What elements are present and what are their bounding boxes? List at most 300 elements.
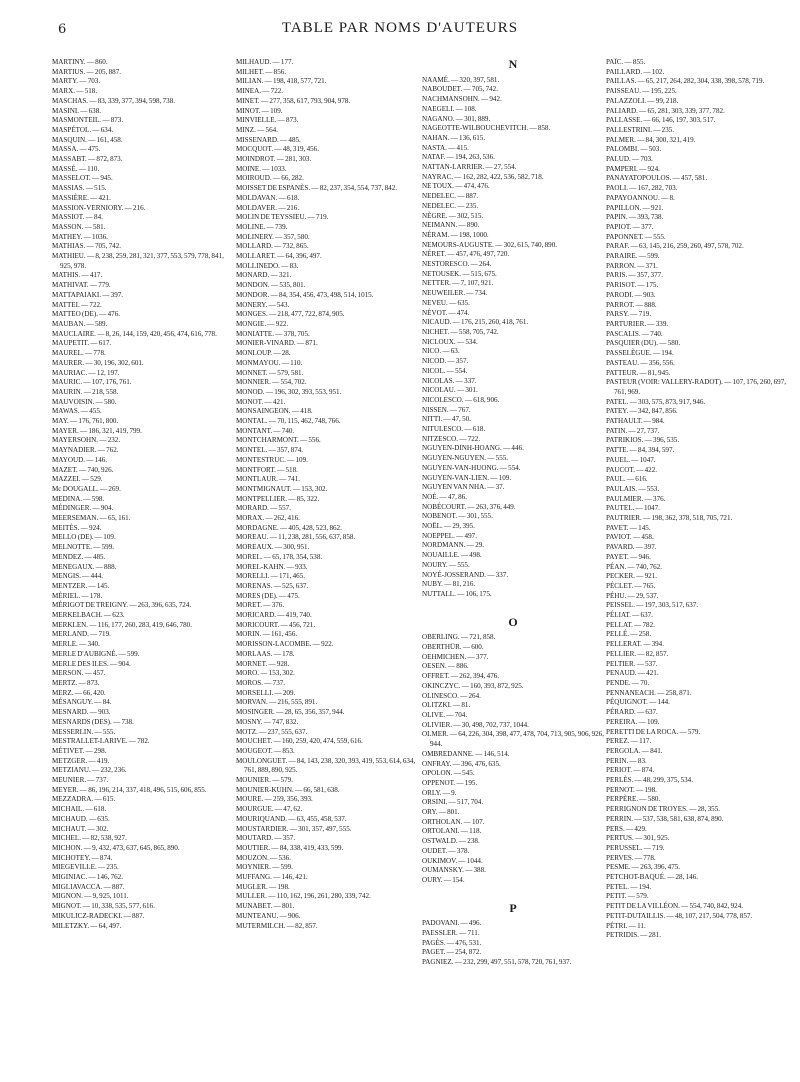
index-entry: MONLOUP. — 28. — [236, 349, 291, 358]
index-entry: NATTAN-LARRIER. — 27, 554. — [422, 163, 517, 172]
index-entry: MONDOR. — 84, 354, 456, 473, 498, 514, 1015. — [236, 290, 374, 299]
index-entry: MAUCLAIRE. — 8, 26, 144, 159, 420, 456, 474, 616, 778. — [52, 329, 217, 338]
index-entry: PATIN. — 27, 737. — [606, 426, 660, 435]
index-entry: PATHAULT. — 984. — [606, 417, 665, 426]
index-entry: MEDINA. — 598. — [52, 494, 105, 503]
index-entry: PATRIKIOS. — 396, 535. — [606, 436, 680, 445]
index-entry: MORELLI. — 171, 465. — [236, 572, 306, 581]
index-entry: NAGEOTTE-WILBOUCHEVITCH. — 858. — [422, 124, 551, 133]
index-entry: PERGOLA. — 841. — [606, 746, 663, 755]
index-entry: MOINE. — 1033. — [236, 164, 287, 173]
index-entry: MONTESTRUC. — 109. — [236, 455, 308, 464]
index-entry: ORLY. — 9. — [422, 788, 457, 797]
index-entry: MASSON. — 581. — [52, 222, 106, 231]
index-entry: MOYNIER. — 599. — [236, 863, 293, 872]
index-entry: Mc DOUGALL. — 269. — [52, 484, 121, 493]
index-column-1 — [52, 58, 234, 931]
index-entry: OUDET. — 378. — [422, 846, 470, 855]
index-entry: NOYÉ-JOSSERAND. — 337. — [422, 570, 509, 579]
index-entry: PERPÈRE. — 580. — [606, 795, 661, 804]
index-entry: NEDELEC. — 235. — [422, 201, 479, 210]
page-header — [0, 0, 800, 40]
index-entry: MORVAN. — 216, 555, 891. — [236, 698, 318, 707]
index-entry: PÉQUIGNOT. — 144. — [606, 698, 670, 707]
index-entry: OPPENOT. — 195. — [422, 778, 478, 787]
index-entry: OPOLON. — 545. — [422, 769, 475, 778]
index-entry: PETEL. — 194. — [606, 882, 652, 891]
index-entry: MIGNON. — 9, 925, 1011. — [52, 892, 129, 901]
index-entry: PAUL. — 616. — [606, 475, 648, 484]
index-entry: NAAMÉ. — 320, 397, 581. — [422, 75, 500, 84]
index-entry: MENGIS. — 444. — [52, 572, 104, 581]
index-entry: NGUYEN-DINH-HOANG. — 446. — [422, 444, 524, 453]
index-entry: PAUEL. — 1047. — [606, 455, 656, 464]
index-entry: PETIT-DUTAILLIS. — 48, 107, 217, 504, 778, 857. — [606, 911, 753, 920]
index-entry: PAILLARD. — 102. — [606, 67, 665, 76]
index-entry: MOREAUX. — 300, 951. — [236, 543, 310, 552]
index-entry: MOISSET DE ESPANÈS. — 82, 237, 354, 554, 737, 842. — [236, 184, 398, 193]
index-entry: PATEL. — 303, 575, 873, 917, 946. — [606, 397, 706, 406]
index-entry: MERLE D'AUBIGNÉ. — 599. — [52, 649, 140, 658]
index-entry: PARTURIER. — 339. — [606, 319, 669, 328]
index-entry: MERLE. — 340. — [52, 640, 100, 649]
index-entry: MAURIN. — 218, 558. — [52, 387, 119, 396]
index-entry: NICAUD. — 176, 215, 260, 418, 761. — [422, 318, 529, 327]
index-entry: PARROT. — 888. — [606, 300, 657, 309]
index-entry: MOLLARD. — 732, 865. — [236, 242, 309, 251]
index-entry: MONOT. — 421. — [236, 397, 286, 406]
index-entry: OKINCZYC. — 160, 393, 872, 925. — [422, 681, 524, 690]
index-entry: MARTY. — 703. — [52, 77, 101, 86]
index-entry: MICHON. — 9, 432, 473, 637, 645, 865, 890. — [52, 843, 180, 852]
index-entry: MAZZEI. — 529. — [52, 475, 103, 484]
index-entry: MORICOURT. — 456, 721. — [236, 620, 316, 629]
index-entry: MONIER-VINARD. — 871. — [236, 339, 318, 348]
index-entry: MONDON. — 535, 801. — [236, 281, 306, 290]
index-entry: NOURY. — 555. — [422, 560, 470, 569]
index-entry: PAMPERI. — 924. — [606, 164, 660, 173]
index-entry: MINOT. — 109. — [236, 106, 283, 115]
index-entry: MUFFANG. — 146, 421. — [236, 873, 308, 882]
index-entry: NICO. — 63. — [422, 347, 460, 356]
index-entry: MERSON. — 457. — [52, 669, 106, 678]
index-entry: NAGANO. — 301, 889. — [422, 114, 491, 123]
index-entry: MEITÈS. — 924. — [52, 523, 102, 532]
index-entry: MOURGUE. — 47, 62. — [236, 805, 303, 814]
index-entry: PETIT DE LA VILLÉON. — 554, 740, 842, 924. — [606, 902, 744, 911]
index-entry: MARTIUS. — 205, 887. — [52, 67, 122, 76]
index-entry: PATTEUR. — 81, 945. — [606, 368, 671, 377]
index-entry: PAUCOT. — 422. — [606, 465, 658, 474]
index-entry: MINET. — 277, 358, 617, 793, 904, 978. — [236, 96, 351, 105]
index-entry: MORICARD. — 419, 740. — [236, 611, 312, 620]
index-entry: OEHMICHEN. — 377. — [422, 652, 489, 661]
index-column-2 — [236, 58, 418, 931]
index-entry: MOSNY. — 747, 832. — [236, 717, 299, 726]
index-entry: MORLAAS. — 178. — [236, 649, 295, 658]
index-entry: PAVARD. — 397. — [606, 543, 657, 552]
index-entry: NITTI. — 47, 50. — [422, 415, 471, 424]
index-entry: ORTOLANI. — 118. — [422, 827, 482, 836]
index-entry: MORAX. — 262, 416. — [236, 514, 300, 523]
index-entry: PASTEAU. — 356, 556. — [606, 358, 675, 367]
index-entry: MOINDROT. — 281, 303. — [236, 155, 312, 164]
index-entry: NOBÉCOURT. — 263, 376, 449. — [422, 502, 516, 511]
index-entry: PETIT. — 579. — [606, 892, 649, 901]
index-entry: MORISSON-LACOMBE. — 922. — [236, 640, 334, 649]
index-entry: MONNET. — 579, 581. — [236, 368, 304, 377]
index-entry: NOËL. — 29, 395. — [422, 522, 475, 531]
index-entry: MAURIC. — 107, 176, 761. — [52, 378, 132, 387]
index-entry: MOLLINEDO. — 83. — [236, 261, 299, 270]
index-entry: PERETTI DE LA ROCA. — 579. — [606, 727, 701, 736]
index-entry: MOUZON. — 536. — [236, 853, 291, 862]
index-entry: MESNARD. — 903. — [52, 708, 111, 717]
page-title: TABLE PAR NOMS D'AUTEURS — [281, 20, 519, 36]
index-entry: PAULMIER. — 376. — [606, 494, 666, 503]
index-entry: MAURER. — 30, 196, 302, 601. — [52, 358, 144, 367]
index-entry: MERTZ. — 873. — [52, 679, 100, 687]
index-entry: PENAUD. — 421. — [606, 669, 659, 678]
index-entry: MOCQUOT. — 48, 319, 456. — [236, 145, 319, 154]
index-entry: MASINI. — 638. — [52, 106, 102, 115]
index-entry: NOBENOT. — 301, 555. — [422, 512, 493, 521]
index-entry: PÉCLET. — 765. — [606, 581, 656, 590]
index-entry: MOLINE. — 739. — [236, 222, 288, 231]
index-entry: MATHIVAT. — 779. — [52, 281, 111, 290]
index-entry: MORNET. — 928. — [236, 659, 290, 668]
index-entry: MOUSTARDIER. — 301, 357, 497, 555. — [236, 824, 352, 833]
index-entry: MOUTARD. — 357. — [236, 834, 296, 843]
index-entry: MAUBAN. — 589. — [52, 319, 108, 328]
index-entry: PALIARD. — 65, 281, 303, 339, 377, 782. — [606, 106, 725, 115]
index-entry: MÉRIGOT DE TREIGNY. — 263, 396, 635, 724. — [52, 601, 192, 610]
index-entry: MERKELBACH. — 623. — [52, 611, 125, 620]
index-entry: NE TOUX. — 474, 476. — [422, 182, 490, 191]
index-entry: MERZ. — 66, 420. — [52, 688, 106, 697]
index-entry: PALMER. — 84, 300, 321, 419. — [606, 135, 696, 144]
index-entry: MONTMIGNAUT. — 153, 302. — [236, 484, 328, 493]
index-entry: MIEGEVILLE. — 235. — [52, 863, 119, 872]
index-entry: MATHIEU. — 8, 238, 259, 281, 321, 377, 553, 579, 778, 841, 925, 978. — [52, 252, 224, 270]
index-entry: MEERSEMAN. — 65, 161. — [52, 514, 131, 523]
index-entry: PAGNIEZ. — 232, 299, 497, 551, 578, 720, 761, 937. — [422, 958, 572, 967]
index-entry: MARX. — 518. — [52, 87, 98, 96]
index-entry: NÉRET. — 457, 476, 497, 720. — [422, 250, 510, 259]
index-entry: PELLAT. — 782. — [606, 620, 655, 629]
index-entry: NÈGRE. — 302, 515. — [422, 211, 484, 220]
index-entry: PERIN. — 83. — [606, 756, 647, 765]
index-entry: MAUVOISIN. — 580. — [52, 397, 117, 406]
index-entry: MICHAUT. — 302. — [52, 824, 109, 833]
index-entry: OBERLING. — 721, 858. — [422, 633, 496, 642]
index-entry: PAPIOT. — 377. — [606, 222, 654, 231]
index-entry: MELLO (DE). — 109. — [52, 533, 116, 542]
index-entry: PÉAN. — 740, 762. — [606, 562, 663, 571]
index-entry: MAYNADIER. — 762. — [52, 446, 119, 455]
index-entry: MORO. — 153, 302. — [236, 669, 295, 678]
index-entry: MORES (DE). — 475. — [236, 591, 300, 600]
index-entry: NGUYEN-NGUYEN. — 555. — [422, 454, 509, 463]
index-entry: MOIROUD. — 66, 282. — [236, 174, 304, 183]
index-entry: PEREZ. — 117. — [606, 737, 652, 746]
index-entry: NEDELEC. — 887. — [422, 192, 479, 201]
index-entry: MOUNIER-KUHN. — 66, 581, 638. — [236, 785, 340, 794]
index-entry: PETCHOT-BAQUÉ. — 28, 146. — [606, 873, 699, 882]
index-entry: PARAF. — 63, 145, 216, 259, 260, 497, 578, 702. — [606, 242, 744, 251]
index-entry: PERLÈS. — 48, 299, 375, 534. — [606, 776, 693, 785]
index-entry: MASPÉTOL. — 634. — [52, 125, 114, 134]
index-entry: PANAYATOPOULOS. — 457, 581. — [606, 174, 708, 183]
index-entry: PELLIER. — 82, 857. — [606, 649, 669, 658]
index-entry: PEISSEL. — 197, 303, 517, 637. — [606, 601, 699, 610]
index-entry: MOLLARET. — 64, 396, 497. — [236, 252, 322, 261]
index-entry: OLITZKI. — 81. — [422, 701, 471, 710]
index-entry: ORTHOLAN. — 107. — [422, 817, 485, 826]
index-entry: MAY. — 176, 761, 800. — [52, 417, 119, 426]
index-entry: NICLOUX. — 534. — [422, 337, 478, 346]
index-entry: PENNANEACH. — 258, 871. — [606, 688, 692, 697]
index-entry: PAÏC. — 855. — [606, 58, 646, 66]
index-entry: MOUGEOT. — 853. — [236, 746, 295, 755]
index-entry: NEVEU. — 635. — [422, 298, 470, 307]
index-entry: MESSERLIN. — 555. — [52, 727, 116, 736]
index-entry: MILHET. — 856. — [236, 67, 287, 76]
index-entry: PARRON. — 371. — [606, 261, 658, 270]
index-entry: MASCHAS. — 83, 339, 377, 394, 598, 738. — [52, 96, 176, 105]
section-gap — [422, 886, 604, 902]
index-entry: PÉHU. — 29, 537. — [606, 591, 659, 600]
index-entry: NOÉ. — 47, 86. — [422, 492, 468, 501]
index-entry: PATTE. — 84, 394, 597. — [606, 446, 675, 455]
index-entry: MARTINY. — 860. — [52, 58, 108, 66]
index-entry: METZGER. — 419. — [52, 756, 110, 765]
index-entry: MAYER. — 186, 321, 419, 799. — [52, 426, 142, 435]
index-entry: MONTPELLIER. — 85, 322. — [236, 494, 320, 503]
index-entry: PAILLAS. — 65, 217, 264, 282, 304, 338, 398, 578, 719. — [606, 77, 765, 86]
index-entry: OUMANSKY. — 388. — [422, 866, 486, 875]
index-entry: MEZZADRA. — 615. — [52, 795, 116, 804]
index-entry: PERS. — 429. — [606, 824, 647, 833]
index-entry: MINVIELLE. — 873. — [236, 116, 299, 125]
index-entry: MISSENARD. — 485. — [236, 135, 301, 144]
index-entry: PERTUS. — 301, 925. — [606, 834, 670, 843]
index-entry: MILIAN. — 198, 418, 577, 721. — [236, 77, 327, 86]
index-entry: PASCALIS. — 740. — [606, 329, 663, 338]
index-entry: NUTTALL. — 106, 175. — [422, 589, 492, 598]
index-entry: MONGIE. — 922. — [236, 319, 289, 328]
index-entry: PARAIRE. — 599. — [606, 252, 660, 261]
index-entry: NICOLAS. — 337. — [422, 376, 477, 385]
index-entry: MICHAIL. — 618. — [52, 805, 107, 814]
index-entry: MINZ. — 564. — [236, 125, 278, 134]
index-entry: MULLER. — 110, 162, 196, 261, 280, 339, 742. — [236, 892, 371, 901]
index-entry: OMBREDANNE. — 146, 514. — [422, 749, 510, 758]
index-entry: PECKER. — 921. — [606, 572, 658, 581]
index-entry: OSTWALD. — 238. — [422, 837, 480, 846]
index-entry: NORDMANN. — 29. — [422, 541, 485, 550]
index-entry: PELLÉ. — 258. — [606, 630, 652, 639]
index-entry: NGUYEN VAN NHA. — 37. — [422, 483, 505, 492]
index-entry: PALAZZOLI. — 99, 218. — [606, 96, 679, 105]
index-entry: OLIVIER. — 30, 498, 702, 737, 1044. — [422, 720, 529, 729]
index-entry: PALLESTRINI. — 235. — [606, 125, 675, 134]
index-entry: OLIVE. — 704. — [422, 711, 468, 719]
index-entry: PAOLI. — 167, 282, 703. — [606, 184, 678, 193]
index-entry: MÉSANGUY. — 84. — [52, 698, 112, 707]
index-entry: MAYOUD. — 146. — [52, 455, 108, 464]
index-entry: MOLDAVER. — 216. — [236, 203, 300, 212]
index-entry: MAYERSOHN. — 232. — [52, 436, 121, 445]
index-entry: MOLDAVAN. — 618. — [236, 193, 300, 202]
index-entry: NISSEN. — 767. — [422, 405, 471, 414]
index-entry: MINEA. — 722. — [236, 87, 284, 96]
index-entry: PALOMBI. — 503. — [606, 145, 662, 154]
index-entry: NICOLAU. — 301. — [422, 386, 478, 395]
index-entry: OFFRET. — 262, 394, 476. — [422, 672, 500, 681]
index-entry: NÉRAM. — 198, 1000. — [422, 230, 489, 239]
index-entry: MÉTIVET. — 298. — [52, 746, 107, 755]
index-entry: MONTFORT. — 518. — [236, 465, 298, 474]
index-entry: MASSÉ. — 110. — [52, 164, 100, 173]
index-entry: MOREL. — 65, 178, 354, 538. — [236, 552, 323, 561]
index-entry: MONMAYOU. — 110. — [236, 358, 303, 367]
index-entry: MOTZ. — 237, 555, 637. — [236, 727, 308, 736]
index-entry: MASSIÈRE. — 421. — [52, 193, 111, 202]
index-entry: NICOL. — 554. — [422, 366, 468, 375]
index-entry: OBERTHÜR. — 600. — [422, 643, 484, 652]
index-entry: MORET. — 376. — [236, 601, 285, 610]
index-entry: NOEPPEL. — 497. — [422, 531, 477, 540]
index-column-4 — [606, 58, 788, 941]
index-entry: PARISOT. — 175. — [606, 281, 659, 290]
index-entry: PÉTRI. — 11. — [606, 921, 646, 930]
index-entry: MERLE DES ILES. — 904. — [52, 659, 131, 668]
index-entry: OLMER. — 64, 226, 304, 398, 477, 478, 704, 713, 905, 906, 926, 944. — [422, 730, 604, 749]
index-entry: MORSELLI. — 209. — [236, 688, 296, 697]
index-entry: MASSIAS. — 515. — [52, 184, 107, 193]
index-entry: NAEGELI. — 108. — [422, 104, 477, 113]
index-entry: MONNIER. — 554, 702. — [236, 378, 307, 387]
page-number: 6 — [58, 22, 67, 37]
index-entry: PÉLIAT. — 637. — [606, 611, 653, 620]
index-entry: MAZET. — 740, 926. — [52, 465, 114, 474]
index-entry: NACHMANSOHN. — 942. — [422, 95, 502, 104]
index-entry: MELNOTTE. — 599. — [52, 543, 115, 552]
index-entry: PAUTEL. — 1047. — [606, 504, 660, 513]
index-entry: PARIS. — 357, 377. — [606, 271, 663, 280]
index-entry: NÉVOT. — 474. — [422, 308, 470, 317]
index-entry: PASQUIER (DU). — 580. — [606, 339, 681, 348]
index-entry: OLINESCO. — 264. — [422, 691, 481, 700]
index-entry: MORENAS. — 525, 637. — [236, 581, 309, 590]
section-gap — [422, 600, 604, 616]
index-entry: MESNARDS (DES). — 738. — [52, 717, 134, 726]
index-entry: NICOLESCO. — 618, 906. — [422, 395, 500, 404]
index-entry: PALUD. — 703. — [606, 155, 653, 164]
index-entry: MONTAL. — 70, 115, 462, 748, 766. — [236, 417, 341, 426]
index-entry: MIGINIAC. — 146, 762. — [52, 873, 124, 882]
index-entry: MOUTIER. — 84, 338, 419, 433, 599. — [236, 843, 344, 852]
index-entry: MORDAGNE. — 405, 428, 523, 862. — [236, 523, 342, 532]
index-entry: NICOD. — 357. — [422, 357, 469, 366]
index-entry: NATAF. — 194, 263, 536. — [422, 153, 495, 162]
index-entry: MASSA. — 475. — [52, 145, 101, 154]
index-entry: MIGNOT. — 10, 338, 535, 577, 616. — [52, 902, 155, 911]
index-entry: PAGET. — 254, 872. — [422, 948, 482, 957]
index-entry: MOREAU. — 11, 238, 281, 556, 637, 858. — [236, 533, 356, 542]
index-entry: MASSABT. — 872, 873. — [52, 155, 123, 164]
index-entry: MOURE. — 259, 356, 393. — [236, 795, 313, 804]
index-entry: MORIN. — 161, 456. — [236, 630, 298, 639]
index-entry: PELTIER. — 537. — [606, 659, 658, 668]
index-entry: MENEGAUX. — 888. — [52, 562, 117, 571]
index-entry: MÉRIEL. — 178. — [52, 591, 103, 600]
index-entry: PARODI. — 903. — [606, 290, 656, 299]
index-entry: PÉRARD. — 637. — [606, 708, 658, 717]
index-entry: MATTAPAIAKI. — 397. — [52, 290, 124, 299]
index-entry: NETTER. — 7, 107, 921. — [422, 279, 494, 288]
index-entry: PALLASSE. — 66, 146, 197, 303, 517. — [606, 116, 716, 125]
index-entry: MUTERMILCH. — 82, 857. — [236, 921, 318, 930]
index-entry: NUBY. — 81, 216. — [422, 580, 476, 589]
index-entry: MONARD. — 321. — [236, 271, 292, 280]
index-entry: PATEY. — 342, 847, 856. — [606, 407, 678, 416]
index-entry: MOREL-KAHN. — 933. — [236, 562, 308, 571]
index-entry: MONIATTE. — 378, 705. — [236, 329, 310, 338]
index-entry: PERRIN. — 537, 538, 581, 638, 874, 890. — [606, 814, 724, 823]
index-entry: PAUTRIER. — 198, 362, 378, 518, 705, 721. — [606, 514, 733, 523]
index-entry: NGUYEN-VAN-HUONG. — 554. — [422, 463, 521, 472]
index-entry: MONTANT. — 740. — [236, 426, 295, 435]
index-entry: PERVES. — 778. — [606, 853, 656, 862]
index-entry: NETOUSEK. — 515, 675. — [422, 269, 497, 278]
index-entry: NITZESCO. — 722. — [422, 434, 481, 443]
index-entry: MONOD. — 196, 302, 393, 553, 951. — [236, 387, 342, 396]
index-entry: NGUYEN-VAN-LIEN. — 109. — [422, 473, 512, 482]
index-entry: MESTRALLET-LARIVE. — 782. — [52, 737, 150, 746]
section-letter: N — [508, 57, 518, 71]
index-entry: MOLINERY. — 357, 580. — [236, 232, 310, 241]
index-entry: OESEN. — 886. — [422, 662, 469, 671]
index-entry: MATHEY. — 1036. — [52, 232, 109, 241]
index-entry: MICHOTEY. — 874. — [52, 853, 113, 862]
section-letter: P — [509, 900, 517, 915]
index-entry: PELLERAT. — 394. — [606, 640, 664, 649]
section-letter: O — [508, 614, 518, 629]
index-entry: PERNOT. — 198. — [606, 785, 657, 794]
index-entry: MÉDINGER. — 904. — [52, 504, 114, 513]
index-entry: PAYET. — 946. — [606, 552, 651, 561]
index-entry: MEUNIER. — 737. — [52, 776, 109, 785]
index-entry: MONERY. — 543. — [236, 300, 290, 309]
index-entry: PAGÈS. — 476, 531. — [422, 938, 482, 947]
index-entry: PAISSEAU. — 195, 225. — [606, 87, 677, 96]
index-entry: PAPIN. — 393, 738. — [606, 213, 664, 222]
index-entry: PARSY. — 719. — [606, 310, 652, 319]
index-entry: MIGLIAVACCA. — 887. — [52, 882, 125, 891]
index-entry: MILHAUD. — 177. — [236, 58, 294, 66]
index-entry: NAYRAC. — 162, 282, 422, 536, 582, 718. — [422, 172, 544, 181]
index-entry: MUNABET. — 801. — [236, 902, 295, 911]
index-entry: MILETZKY. — 64, 497. — [52, 921, 122, 930]
index-entry: MONGES. — 218, 477, 722, 874, 905. — [236, 310, 345, 319]
index-entry: MONTCHARMONT. — 556. — [236, 436, 321, 445]
index-entry: PERUSSEL. — 719. — [606, 843, 665, 852]
index-entry: MOURIQUAND. — 63, 455, 458, 537. — [236, 814, 347, 823]
index-entry: MASSION-VERNIORY. — 216. — [52, 203, 146, 212]
index-entry: MERKLEN. — 116, 177, 260, 283, 419, 646, 780. — [52, 620, 192, 629]
